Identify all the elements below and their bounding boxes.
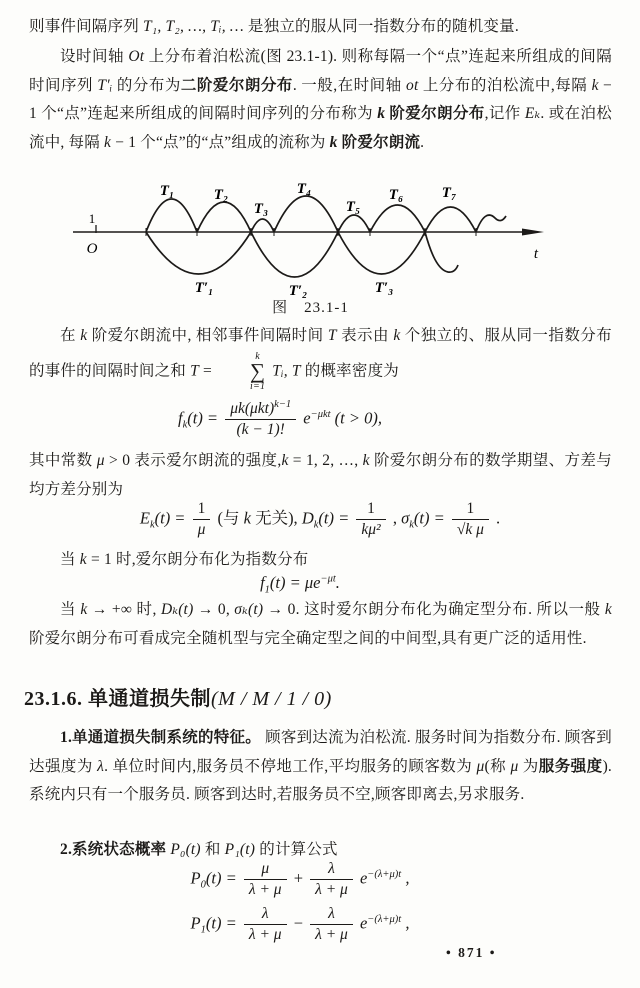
arc-T4 <box>274 196 338 232</box>
arc-T7 <box>425 207 476 232</box>
arc-T2 <box>197 202 251 232</box>
label-T3: T₃ <box>253 201 269 217</box>
formula-mean-variance: $E_k(t)$ = $\frac{1}{\mu}$ (与 k 无关), $D_k(t)$ = $\frac{1}{\text{kμ²}}$ , $\sigma_k(t)$ = $\frac{1}{\text{√k μ}}$ . <box>139 500 501 539</box>
formula-P1: $P_1(t)$ = $\frac{\lambda}{\lambda + \mu}$ − $\frac{\lambda}{\lambda + \mu}$ $e^{-(\lambda+\mu)t}$ , <box>190 905 410 944</box>
paragraph-moments-intro: 其中常数 μ > 0 表示爱尔朗流的强度,k = 1, 2, …, k 阶爱尔朗分布的数学期望、方差与均方差分别为 <box>29 452 612 498</box>
label-T2-prime: T′₂ <box>288 283 308 298</box>
arc-T3 <box>251 219 274 232</box>
figure-23-1-1 <box>28 182 612 303</box>
paragraph-loss-system-features: 1.单通道损失制系统的特征。 顾客到达流为泊松流. 服务时间为指数分布. 顾客到达强度为 λ. 单位时间内,服务员不停地工作,平均服务的顾客数为 μ(称 μ 为服务强度). 系统内只有一个服务员. 顾客到达时,若服务员不空,顾客即离去,另求服务. <box>29 729 612 803</box>
arc-T1-prime <box>146 232 251 274</box>
origin-label: O <box>86 241 98 257</box>
paragraph-interval-sequence: 则事件间隔序列 T₁, T₂, …, Tᵢ, … 是独立的服从同一指数分布的随机变量. <box>29 18 519 35</box>
label-T7: T₇ <box>441 185 457 201</box>
label-T4: T₄ <box>296 182 312 197</box>
formula-P0: $P_0(t)$ = $\frac{\mu}{\lambda + \mu}$ + $\frac{\lambda}{\lambda + \mu}$ $e^{-(\lambda+\mu)t}$ , <box>190 860 410 899</box>
arc-tail-flourish <box>476 215 506 232</box>
label-T1-prime: T′₁ <box>194 280 214 296</box>
label-T3-prime: T′₃ <box>374 280 394 296</box>
formula-erlang-density: $f_k(t)$ = $\frac{\mu k(\mu kt)^{k-1}}{(k - 1)!}$ $e^{-\mu kt}$ (t > 0), <box>177 398 383 439</box>
page-number: • 871 • <box>446 945 497 960</box>
section-heading-23-1-6: 23.1.6. 单通道损失制(M / M / 1 / 0) <box>24 688 332 710</box>
origin-top-label: 1 <box>88 211 96 226</box>
label-T2: T₂ <box>213 187 229 203</box>
lower-interval-arcs <box>146 232 458 277</box>
paragraph-k-equals-1: 当 k = 1 时,爱尔朗分布化为指数分布 <box>60 551 309 568</box>
arc-lower-tail <box>425 232 458 272</box>
paragraph-state-probability-intro: 2.系统状态概率 P₀(t) 和 P₁(t) 的计算公式 <box>60 841 338 858</box>
arc-T1 <box>146 199 197 232</box>
figure-caption: 图 23.1-1 <box>272 300 349 316</box>
paragraph-density-intro: 在 k 阶爱尔朗流中, 相邻事件间隔时间 T 表示由 k 个独立的、服从同一指数分布的事件的间隔时间之和 T = k ∑ i=1 Tᵢ, T 的概率密度为 <box>29 327 612 393</box>
axis-label-t: t <box>533 246 539 262</box>
paragraph-k-to-infinity: 当 k → +∞ 时, Dₖ(t) → 0, σₖ(t) → 0. 这时爱尔朗分布化为确定型分布. 所以一般 k 阶爱尔朗分布可看成完全随机型与完全确定型之间的中间型,具有更广泛的适用性. <box>29 601 613 647</box>
arc-T6 <box>370 205 425 232</box>
arc-T5 <box>338 215 370 232</box>
arc-T2-prime <box>251 232 338 277</box>
upper-interval-arcs <box>146 196 506 232</box>
paragraph-erlang-definition: 设时间轴 Ot 上分布着泊松流(图 23.1-1). 则称每隔一个“点”连起来所组成的间隔时间序列 T′ᵢ 的分布为二阶爱尔朗分布. 一般,在时间轴 ot 上分布的泊松流中,每隔 k − 1 个“点”连起来所组成的间隔时间序列的分布称为 k 阶爱尔朗分布,记作 Eₖ. 或在泊松流中, 每隔 k − 1 个“点”的“点”组成的流称为 k 阶爱尔朗流. <box>29 48 612 151</box>
label-T6: T₆ <box>388 187 404 203</box>
label-T1: T₁ <box>159 183 175 199</box>
axis-arrowhead-icon <box>522 229 544 236</box>
poisson-flow-diagram <box>28 182 612 298</box>
label-T5: T₅ <box>345 199 361 215</box>
arc-T3-prime <box>338 232 425 274</box>
formula-exponential-density: $f_1(t) = \mu e^{-\mu t}$. <box>260 573 340 596</box>
